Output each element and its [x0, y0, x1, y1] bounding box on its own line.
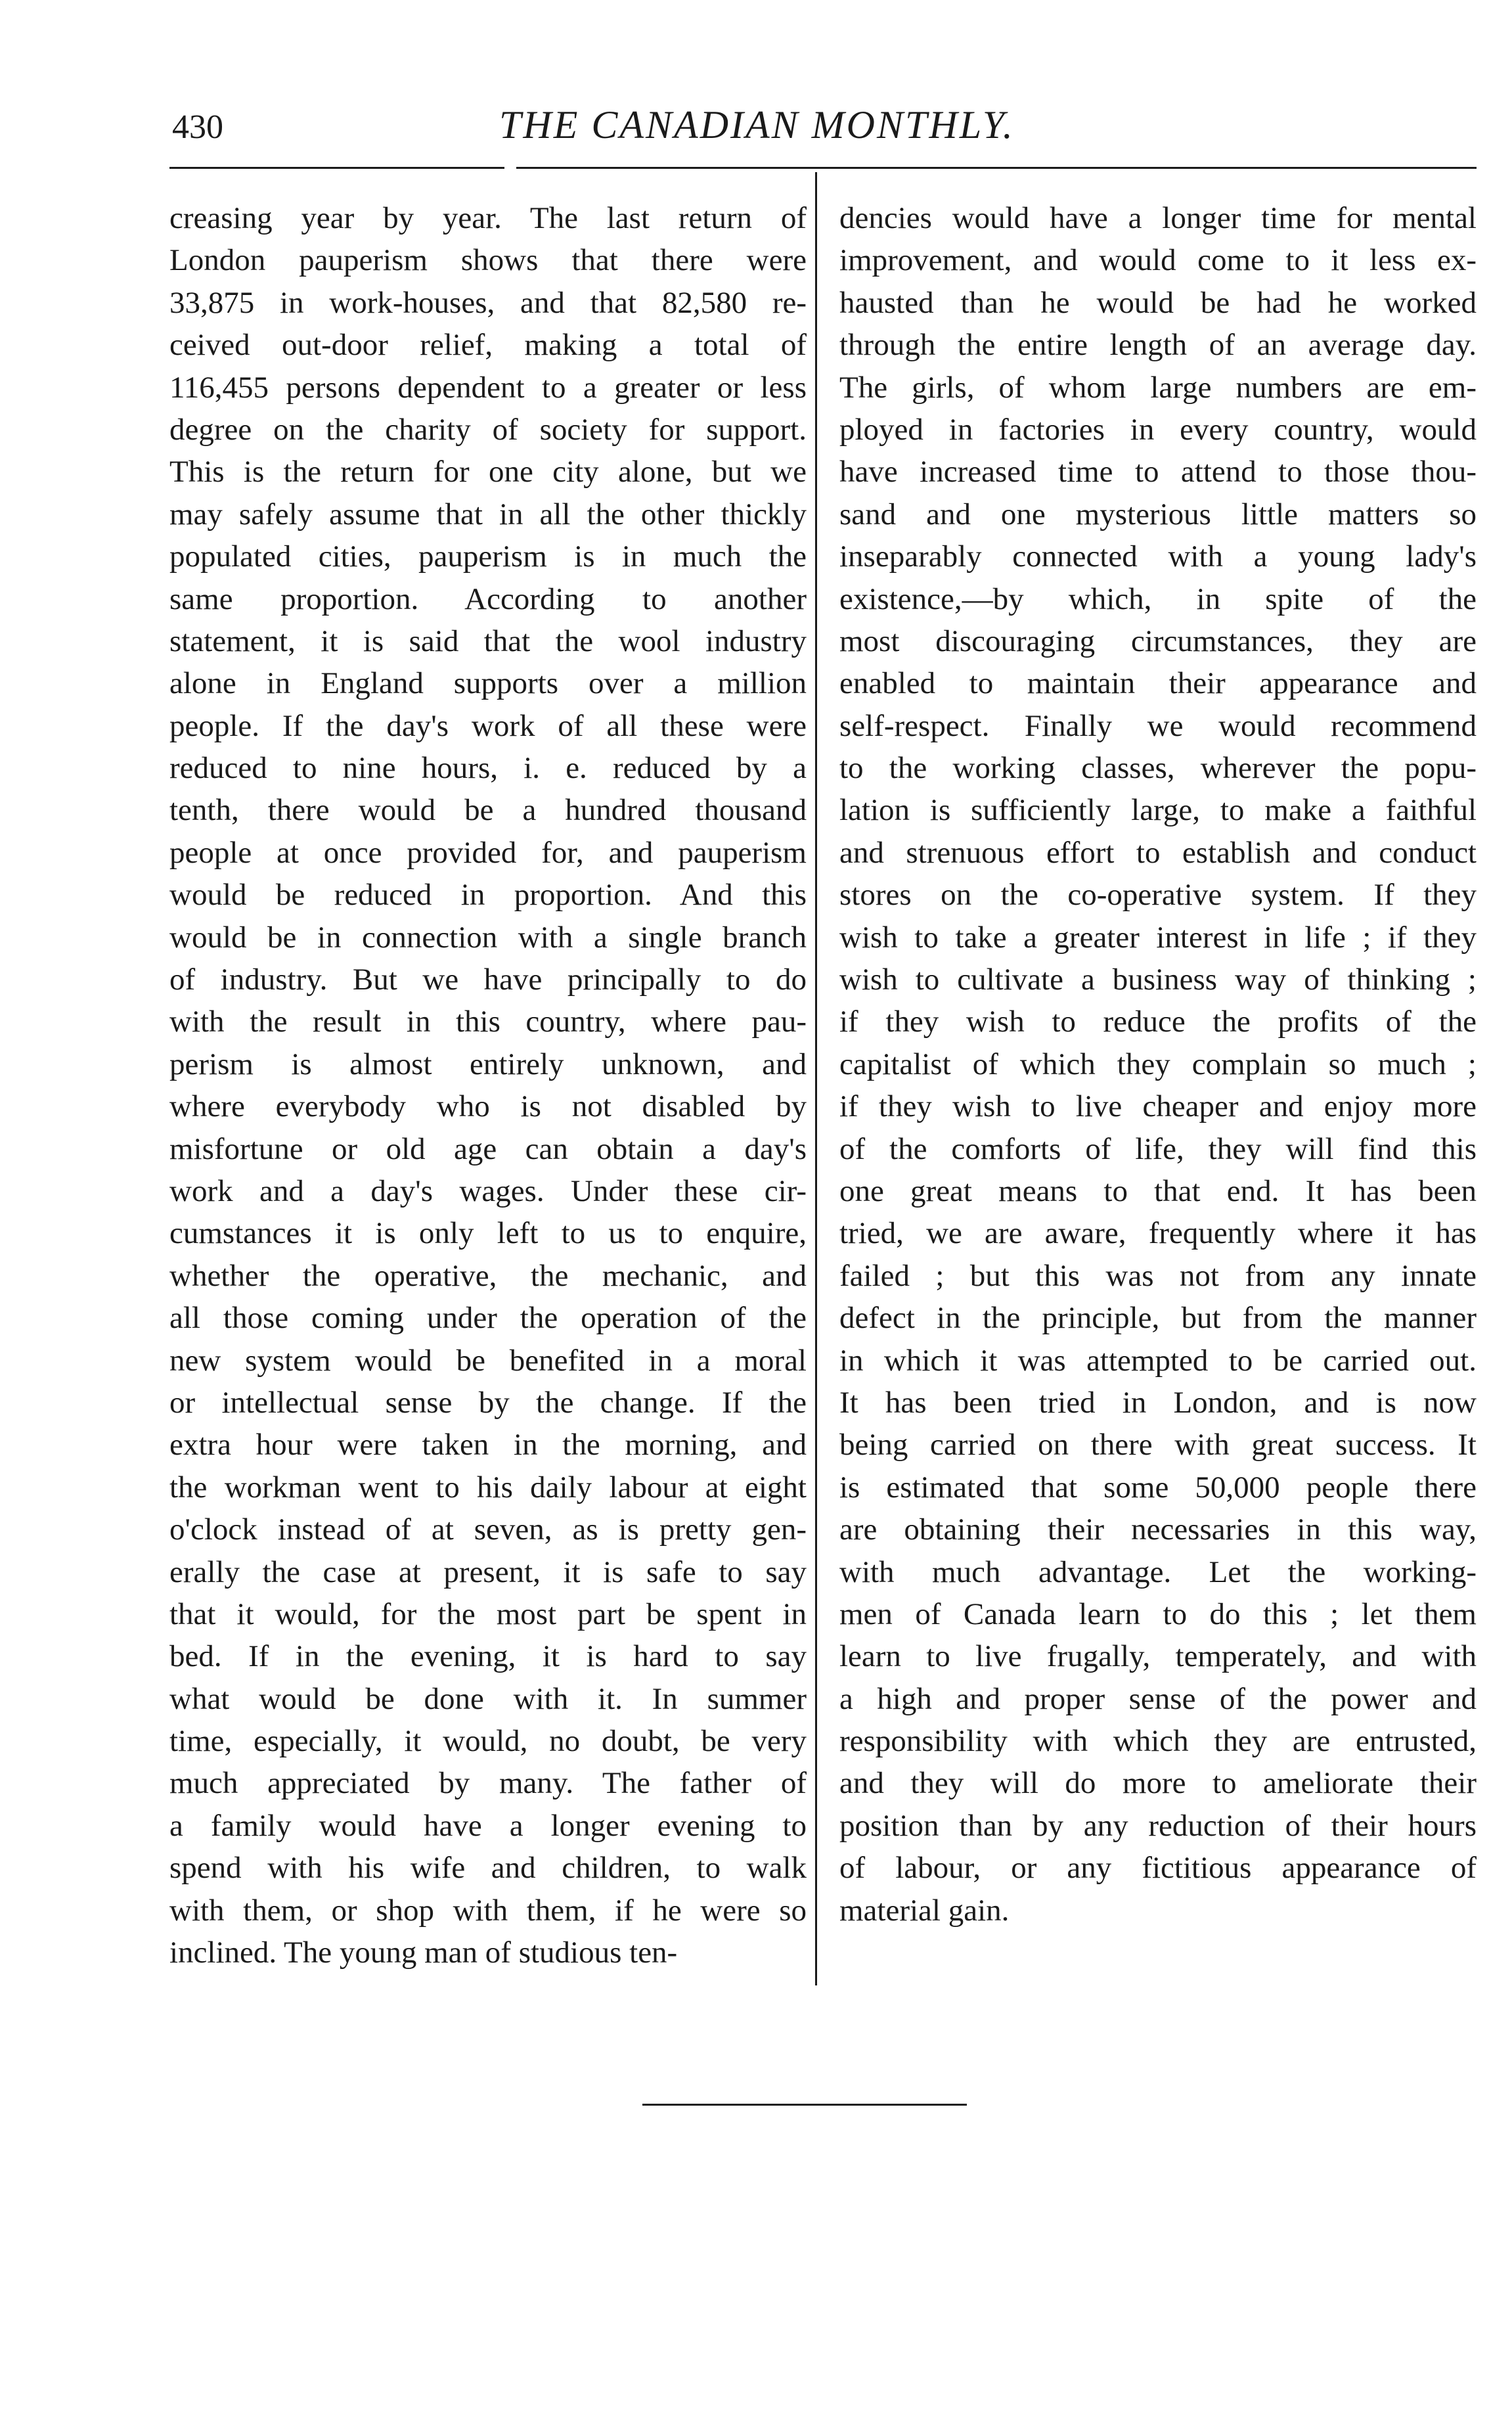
text-line: a high and proper sense of the power and: [839, 1681, 1477, 1716]
article-end-rule: [642, 2104, 967, 2106]
text-line: existence,—by which, in spite of the: [839, 581, 1477, 616]
text-line: material gain.: [839, 1893, 1010, 1928]
column-divider: [815, 172, 817, 1985]
text-line: to the working classes, wherever the popu-: [839, 751, 1477, 786]
text-line: with the result in this country, where pau-: [169, 1005, 807, 1039]
text-line: misfortune or old age can obtain a day's: [169, 1131, 807, 1166]
text-line: of the comforts of life, they will find this: [839, 1131, 1477, 1166]
text-line: same proportion. According to another: [169, 581, 807, 616]
text-line: This is the return for one city alone, but we: [169, 455, 807, 489]
text-line: people at once provided for, and pauperism: [169, 835, 807, 870]
text-line: people. If the day's work of all these were: [169, 708, 807, 743]
page-number: 430: [172, 108, 223, 146]
text-column-right: [839, 197, 1477, 1932]
text-line: ceived out-door relief, making a total of: [169, 328, 807, 363]
text-line: and they will do more to ameliorate their: [839, 1766, 1477, 1801]
text-line: populated cities, pauperism is in much the: [169, 539, 807, 574]
text-line: all those coming under the operation of the: [169, 1301, 807, 1336]
text-line: bed. If in the evening, it is hard to say: [169, 1639, 807, 1674]
text-line: alone in England supports over a million: [169, 666, 807, 701]
text-line: wish to cultivate a business way of thinking ;: [839, 962, 1477, 997]
text-line: men of Canada learn to do this ; let them: [839, 1596, 1477, 1631]
text-line: tried, we are aware, frequently where it has: [839, 1216, 1477, 1251]
text-line: improvement, and would come to it less ex-: [839, 243, 1477, 278]
text-line: The girls, of whom large numbers are em-: [839, 370, 1477, 405]
text-column-left: [169, 197, 807, 1974]
text-line: position than by any reduction of their hours: [839, 1808, 1477, 1843]
text-line: creasing year by year. The last return of: [169, 201, 807, 235]
text-line: have increased time to attend to those thou-: [839, 455, 1477, 489]
text-line: responsibility with which they are entrusted,: [839, 1724, 1477, 1759]
text-line: ployed in factories in every country, would: [839, 412, 1477, 447]
text-line: of labour, or any fictitious appearance of: [839, 1851, 1477, 1886]
text-line: in which it was attempted to be carried out.: [839, 1343, 1477, 1378]
text-line: cumstances it is only left to us to enquire,: [169, 1216, 807, 1251]
text-line: 33,875 in work-houses, and that 82,580 re-: [169, 285, 807, 320]
text-line: inclined. The young man of studious ten-: [169, 1936, 678, 1970]
text-line: the workman went to his daily labour at eight: [169, 1470, 807, 1505]
text-line: reduced to nine hours, i. e. reduced by a: [169, 751, 807, 786]
text-line: stores on the co-operative system. If they: [839, 878, 1477, 913]
header-rule-left: [169, 167, 504, 169]
text-line: new system would be benefited in a moral: [169, 1343, 807, 1378]
text-line: spend with his wife and children, to walk: [169, 1851, 807, 1886]
header-rule-right: [516, 167, 1477, 169]
text-line: would be in connection with a single branch: [169, 920, 807, 955]
text-line: a family would have a longer evening to: [169, 1808, 807, 1843]
text-line: o'clock instead of at seven, as is pretty gen-: [169, 1512, 807, 1547]
text-line: with much advantage. Let the working-: [839, 1554, 1477, 1589]
text-line: lation is sufficiently large, to make a faithful: [839, 793, 1477, 828]
text-line: failed ; but this was not from any innate: [839, 1258, 1477, 1293]
text-line: degree on the charity of society for support.: [169, 412, 807, 447]
text-line: capitalist of which they complain so much ;: [839, 1047, 1477, 1081]
text-line: sand and one mysterious little matters so: [839, 497, 1477, 532]
text-line: one great means to that end. It has been: [839, 1173, 1477, 1208]
text-line: inseparably connected with a young lady's: [839, 539, 1477, 574]
text-line: most discouraging circumstances, they are: [839, 623, 1477, 658]
text-line: learn to live frugally, temperately, and with: [839, 1639, 1477, 1674]
text-line: are obtaining their necessaries in this way,: [839, 1512, 1477, 1547]
text-line: and strenuous effort to establish and conduct: [839, 835, 1477, 870]
text-line: extra hour were taken in the morning, and: [169, 1428, 807, 1462]
text-line: London pauperism shows that there were: [169, 243, 807, 278]
text-line: It has been tried in London, and is now: [839, 1385, 1477, 1420]
text-line: hausted than he would be had he worked: [839, 285, 1477, 320]
text-line: with them, or shop with them, if he were so: [169, 1893, 807, 1928]
text-line: if they wish to reduce the profits of the: [839, 1005, 1477, 1039]
text-line: much appreciated by many. The father of: [169, 1766, 807, 1801]
text-line: through the entire length of an average day.: [839, 328, 1477, 363]
text-line: time, especially, it would, no doubt, be very: [169, 1724, 807, 1759]
text-line: whether the operative, the mechanic, and: [169, 1258, 807, 1293]
text-line: self-respect. Finally we would recommend: [839, 708, 1477, 743]
text-line: would be reduced in proportion. And this: [169, 878, 807, 913]
text-line: 116,455 persons dependent to a greater or less: [169, 370, 807, 405]
text-line: or intellectual sense by the change. If the: [169, 1385, 807, 1420]
text-line: may safely assume that in all the other thickly: [169, 497, 807, 532]
text-line: what would be done with it. In summer: [169, 1681, 807, 1716]
text-line: that it would, for the most part be spent in: [169, 1596, 807, 1631]
running-title: THE CANADIAN MONTHLY.: [499, 103, 1015, 147]
text-line: dencies would have a longer time for mental: [839, 201, 1477, 235]
text-line: is estimated that some 50,000 people there: [839, 1470, 1477, 1505]
text-line: statement, it is said that the wool industry: [169, 623, 807, 658]
text-line: if they wish to live cheaper and enjoy more: [839, 1089, 1477, 1124]
text-line: enabled to maintain their appearance and: [839, 666, 1477, 701]
text-line: perism is almost entirely unknown, and: [169, 1047, 807, 1081]
text-line: tenth, there would be a hundred thousand: [169, 793, 807, 828]
text-line: erally the case at present, it is safe to say: [169, 1554, 807, 1589]
text-line: of industry. But we have principally to do: [169, 962, 807, 997]
text-line: wish to take a greater interest in life ; if they: [839, 920, 1477, 955]
text-line: being carried on there with great success. It: [839, 1428, 1477, 1462]
text-line: work and a day's wages. Under these cir-: [169, 1173, 807, 1208]
text-line: defect in the principle, but from the manner: [839, 1301, 1477, 1336]
text-line: where everybody who is not disabled by: [169, 1089, 807, 1124]
